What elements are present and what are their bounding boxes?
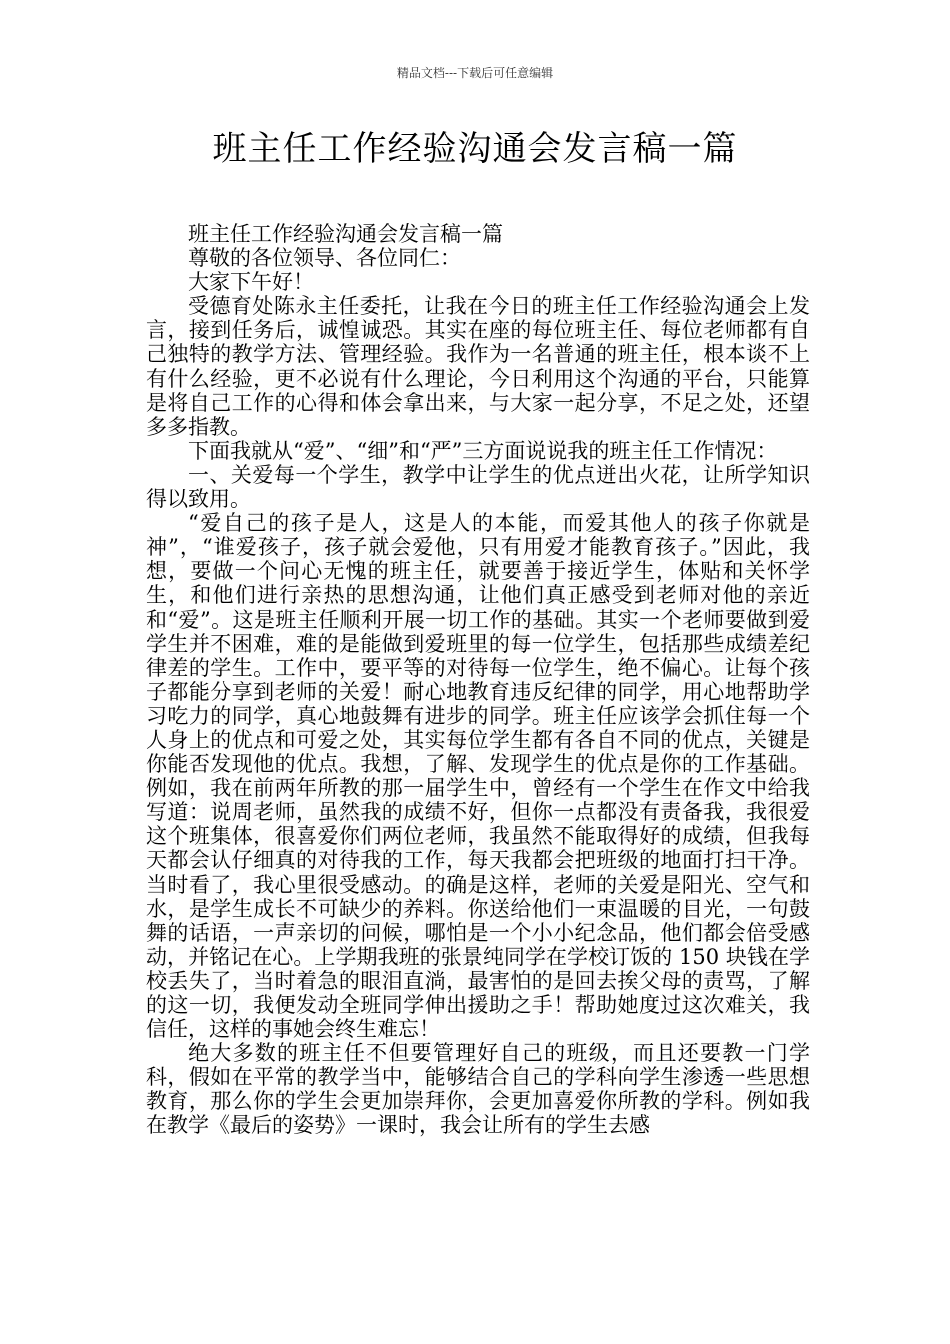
- paragraph-subject-teaching: 绝大多数的班主任不但要管理好自己的班级，而且还要教一门学科，假如在平常的教学当中，能够结合自己的学科向学生渗透一些思想教育，那么你的学生会更加崇拜你，会更加喜爱你所教的学科。例如我在教学《最后的姿势》一课时，我会让所有的学生去感: [146, 1041, 810, 1138]
- paragraph-love-students: “爱自己的孩子是人，这是人的本能，而爱其他人的孩子你就是神”，“谁爱孩子，孩子就会爱他，只有用爱才能教育孩子。”因此，我想，要做一个问心无愧的班主任，就要善于接近学生，体贴和关怀学生，和他们进行亲热的思想沟通，让他们真正感受到老师对他的亲近和“爱”。这是班主任顺利开展一切工作的基础。其实一个老师要做到爱学生并不困难，难的是能做到爱班里的每一位学生，包括那些成绩差纪律差的学生。工作中，要平等的对待每一位学生，绝不偏心。让每个孩子都能分享到老师的关爱！耐心地教育违反纪律的同学，用心地帮助学习吃力的同学，真心地鼓舞有进步的同学。班主任应该学会抓住每一个人身上的优点和可爱之处，其实每位学生都有各自不同的优点，关键是你能否发现他的优点。我想，了解、发现学生的优点是你的工作基础。例如，我在前两年所教的那一届学生中，曾经有一个学生在作文中给我写道：说周老师，虽然我的成绩不好，但你一点都没有责备我，我很爱这个班集体，很喜爱你们两位老师，我虽然不能取得好的成绩，但我每天都会认仔细真的对待我的工作，每天我都会把班级的地面打扫干净。当时看了，我心里很受感动。的确是这样，老师的关爱是阳光、空气和水，是学生成长不可缺少的养料。你送给他们一束温暖的目光，一句鼓舞的话语，一声亲切的问候，哪怕是一个小小纪念品，他们都会倍受感动，并铭记在心。上学期我班的张景纯同学在学校订饭的 150 块钱在学校丢失了，当时着急的眼泪直淌，最害怕的是回去挨父母的责骂，了解的这一切，我便发动全班同学伸出援助之手！帮助她度过这次难关，我信任，这样的事她会终生难忘！: [146, 511, 810, 1042]
- header-note: 精品文档---下载后可任意编辑: [396, 66, 554, 80]
- paragraph-intro: 受德育处陈永主任委托，让我在今日的班主任工作经验沟通会上发言，接到任务后，诚惶诚恐。其实在座的每位班主任、每位老师都有自己独特的教学方法、管理经验。我作为一名普通的班主任，根本谈不上有什么经验，更不必说有什么理论，今日利用这个沟通的平台，只能算是将自己工作的心得和体会拿出来，与大家一起分享，不足之处，还望多多指教。: [146, 294, 810, 439]
- paragraph-section-heading: 一、关爱每一个学生，教学中让学生的优点迸出火花，让所学知识得以致用。: [146, 462, 810, 512]
- paragraph-salutation: 尊敬的各位领导、各位同仁：: [188, 246, 461, 271]
- paragraph-greeting: 大家下午好！: [188, 270, 314, 295]
- paragraph-outline: 下面我就从“爱”、“细”和“严”三方面说说我的班主任工作情况：: [188, 438, 778, 463]
- paragraph-subtitle: 班主任工作经验沟通会发言稿一篇: [188, 222, 503, 246]
- document-body: [146, 222, 810, 1138]
- document-title: 班主任工作经验沟通会发言稿一篇: [212, 129, 738, 169]
